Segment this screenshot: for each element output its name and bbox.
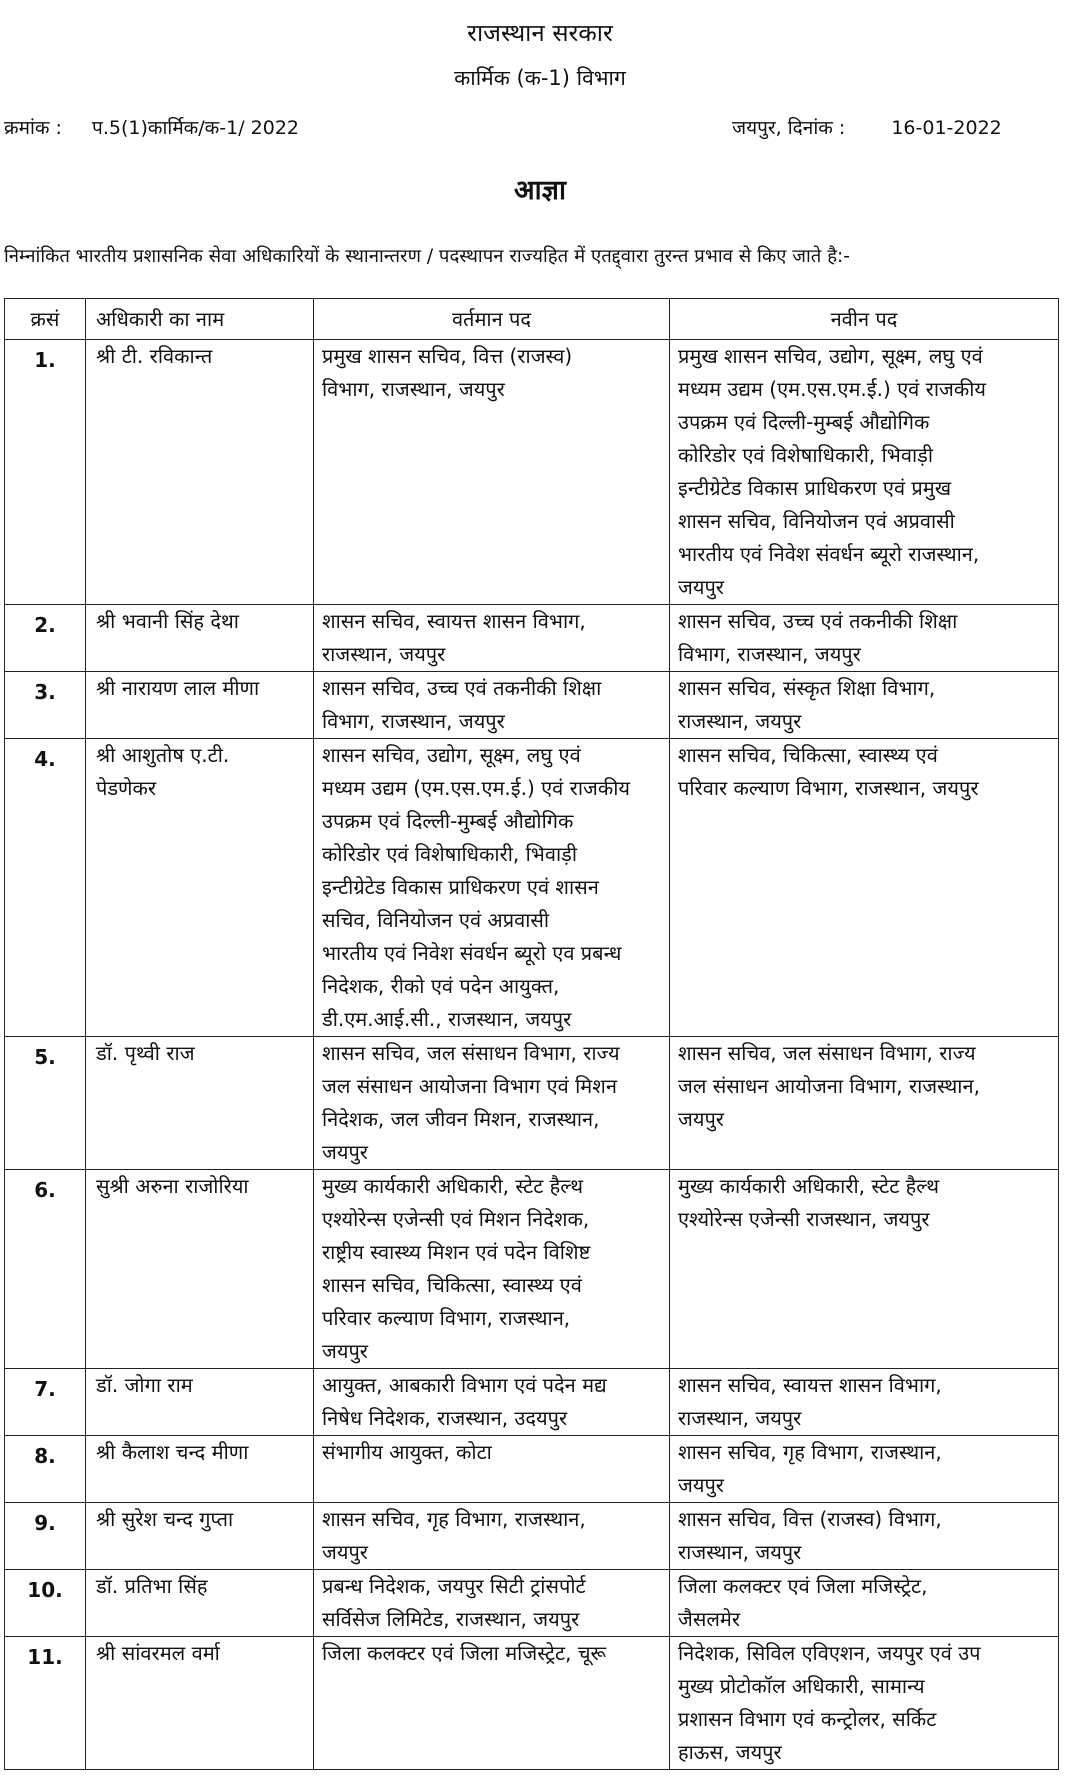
new-post-cell (670, 1037, 1059, 1170)
serial-cell: 2. (5, 605, 86, 672)
current-post-cell (314, 340, 670, 605)
table-row (5, 739, 1059, 1037)
new-post-cell (670, 1436, 1059, 1503)
place-date-label: जयपुर, दिनांक : (732, 117, 846, 139)
officer-name-cell-line: सुश्री अरुना राजोरिया (96, 1174, 249, 1198)
current-post-cell-line: जयपुर (322, 1540, 368, 1564)
new-post-cell (670, 1369, 1059, 1436)
current-post-cell-line: सर्विसेज लिमिटेड, राजस्थान, जयपुर (322, 1607, 580, 1631)
current-post-cell (314, 672, 670, 739)
table-row (5, 672, 1059, 739)
new-post-cell (670, 672, 1059, 739)
officer-name-cell (86, 1436, 314, 1503)
current-post-cell-line: सचिव, विनियोजन एवं अप्रवासी (322, 908, 550, 932)
new-post-cell-line: जैसलमेर (678, 1607, 741, 1631)
new-post-cell-line: राजस्थान, जयपुर (678, 1540, 802, 1564)
officer-name-cell-line: श्री नारायण लाल मीणा (96, 676, 260, 700)
current-post-cell-line: जल संसाधन आयोजना विभाग एवं मिशन (322, 1074, 617, 1098)
table-row (5, 1436, 1059, 1503)
current-post-cell-line: उपक्रम एवं दिल्ली-मुम्बई औद्योगिक (322, 809, 574, 833)
new-post-cell (670, 340, 1059, 605)
new-post-cell-line: शासन सचिव, विनियोजन एवं अप्रवासी (678, 509, 955, 533)
officer-name-cell-line: श्री कैलाश चन्द मीणा (96, 1440, 249, 1464)
new-post-cell-line: जयपुर (678, 1473, 724, 1497)
officer-name-cell (86, 1037, 314, 1170)
new-post-cell (670, 1170, 1059, 1369)
reference-line (4, 114, 299, 140)
current-post-cell-line: कोरिडोर एवं विशेषाधिकारी, भिवाड़ी (322, 842, 578, 866)
table-row (5, 340, 1059, 605)
new-post-cell-line: जल संसाधन आयोजना विभाग, राजस्थान, (678, 1074, 980, 1098)
officer-name-cell (86, 1369, 314, 1436)
officer-name-cell-line: डॉ. जोगा राम (96, 1373, 193, 1397)
new-post-cell-line: जिला कलक्टर एवं जिला मजिस्ट्रेट, (678, 1574, 928, 1598)
current-post-cell-line: इन्टीग्रेटेड विकास प्राधिकरण एवं शासन (322, 875, 599, 899)
new-post-cell-line: मुख्य प्रोटोकॉल अधिकारी, सामान्य (678, 1674, 925, 1698)
new-post-cell-line: शासन सचिव, वित्त (राजस्व) विभाग, (678, 1507, 942, 1531)
current-post-cell (314, 739, 670, 1037)
current-post-cell-line: शासन सचिव, गृह विभाग, राजस्थान, (322, 1507, 586, 1531)
current-post-cell-line: निदेशक, रीको एवं पदेन आयुक्त, (322, 974, 560, 998)
new-post-cell-line: शासन सचिव, गृह विभाग, राजस्थान, (678, 1440, 942, 1464)
current-post-cell-line: मुख्य कार्यकारी अधिकारी, स्टेट हैल्थ (322, 1174, 584, 1198)
current-post-cell-line: शासन सचिव, चिकित्सा, स्वास्थ्य एवं (322, 1273, 582, 1297)
new-post-cell (670, 605, 1059, 672)
officer-name-cell (86, 1503, 314, 1570)
department-heading: कार्मिक (क-1) विभाग (454, 66, 626, 90)
current-post-cell-line: जिला कलक्टर एवं जिला मजिस्ट्रेट, चूरू (322, 1641, 607, 1665)
officer-name-cell (86, 1170, 314, 1369)
new-post-cell-line: इन्टीग्रेटेड विकास प्राधिकरण एवं प्रमुख (678, 476, 952, 500)
new-post-cell (670, 1570, 1059, 1637)
place-date-line (732, 114, 1002, 140)
new-post-cell-line: राजस्थान, जयपुर (678, 1406, 802, 1430)
officer-name-cell-line: डॉ. प्रतिभा सिंह (96, 1574, 208, 1598)
current-post-cell-line: आयुक्त, आबकारी विभाग एवं पदेन मद्य (322, 1373, 607, 1397)
current-post-cell (314, 605, 670, 672)
new-post-cell (670, 1503, 1059, 1570)
current-post-cell (314, 1436, 670, 1503)
table-row (5, 1570, 1059, 1637)
header-new-post: नवीन पद (670, 299, 1059, 340)
new-post-cell-line: परिवार कल्याण विभाग, राजस्थान, जयपुर (678, 776, 979, 800)
new-post-cell-line: उपक्रम एवं दिल्ली-मुम्बई औद्योगिक (678, 410, 930, 434)
current-post-cell (314, 1503, 670, 1570)
current-post-cell (314, 1637, 670, 1770)
new-post-cell (670, 739, 1059, 1037)
current-post-cell (314, 1570, 670, 1637)
current-post-cell-line: परिवार कल्याण विभाग, राजस्थान, (322, 1306, 571, 1330)
new-post-cell-line: शासन सचिव, स्वायत्त शासन विभाग, (678, 1373, 942, 1397)
new-post-cell-line: जयपुर (678, 1107, 724, 1131)
officer-name-cell-line: श्री सांवरमल वर्मा (96, 1641, 220, 1665)
serial-cell: 10. (5, 1570, 86, 1637)
new-post-cell-line: हाऊस, जयपुर (678, 1740, 782, 1764)
reference-label: क्रमांक : (4, 117, 62, 139)
order-title: आज्ञा (514, 175, 566, 206)
new-post-cell-line: एश्योरेन्स एजेन्सी राजस्थान, जयपुर (678, 1207, 930, 1231)
officer-name-cell (86, 672, 314, 739)
table-header-row (5, 299, 1059, 340)
current-post-cell (314, 1369, 670, 1436)
current-post-cell-line: शासन सचिव, स्वायत्त शासन विभाग, (322, 609, 586, 633)
current-post-cell (314, 1170, 670, 1369)
table-row (5, 1170, 1059, 1369)
header-serial: क्रसं (5, 299, 86, 340)
new-post-cell-line: शासन सचिव, उच्च एवं तकनीकी शिक्षा (678, 609, 958, 633)
current-post-cell (314, 1037, 670, 1170)
officer-name-cell-line: श्री सुरेश चन्द गुप्ता (96, 1507, 234, 1531)
current-post-cell-line: प्रमुख शासन सचिव, वित्त (राजस्व) (322, 344, 573, 368)
current-post-cell-line: शासन सचिव, जल संसाधन विभाग, राज्य (322, 1041, 620, 1065)
header-officer-name: अधिकारी का नाम (86, 299, 314, 340)
new-post-cell-line: भारतीय एवं निवेश संवर्धन ब्यूरो राजस्थान, (678, 542, 980, 566)
officer-name-cell (86, 605, 314, 672)
current-post-cell-line: संभागीय आयुक्त, कोटा (322, 1440, 492, 1464)
order-date: 16-01-2022 (891, 117, 1002, 139)
new-post-cell-line: शासन सचिव, संस्कृत शिक्षा विभाग, (678, 676, 936, 700)
new-post-cell-line: प्रशासन विभाग एवं कन्ट्रोलर, सर्किट (678, 1707, 937, 1731)
new-post-cell-line: कोरिडोर एवं विशेषाधिकारी, भिवाड़ी (678, 443, 934, 467)
serial-cell: 9. (5, 1503, 86, 1570)
header-current-post: वर्तमान पद (314, 299, 670, 340)
new-post-cell-line: मुख्य कार्यकारी अधिकारी, स्टेट हैल्थ (678, 1174, 940, 1198)
table-row (5, 605, 1059, 672)
current-post-cell-line: जयपुर (322, 1339, 368, 1363)
new-post-cell-line: जयपुर (678, 575, 724, 599)
serial-cell: 5. (5, 1037, 86, 1170)
officer-name-cell (86, 739, 314, 1037)
reference-number: प.5(1)कार्मिक/क-1/ 2022 (92, 117, 300, 139)
current-post-cell-line: राजस्थान, जयपुर (322, 642, 446, 666)
table-row (5, 1503, 1059, 1570)
current-post-cell-line: मध्यम उद्यम (एम.एस.एम.ई.) एवं राजकीय (322, 776, 630, 800)
intro-paragraph: निम्नांकित भारतीय प्रशासनिक सेवा अधिकारियों के स्थानान्तरण / पदस्थापन राज्यहित में एतद्द्वारा तुरन्त प्रभाव से किए जाते है:- (4, 246, 850, 267)
current-post-cell-line: एश्योरेन्स एजेन्सी एवं मिशन निदेशक, (322, 1207, 590, 1231)
new-post-cell (670, 1637, 1059, 1770)
officer-name-cell-line: पेडणेकर (96, 776, 157, 800)
serial-cell: 6. (5, 1170, 86, 1369)
new-post-cell-line: विभाग, राजस्थान, जयपुर (678, 642, 861, 666)
current-post-cell-line: जयपुर (322, 1140, 368, 1164)
new-post-cell-line: मध्यम उद्यम (एम.एस.एम.ई.) एवं राजकीय (678, 377, 986, 401)
officer-name-cell-line: डॉ. पृथ्वी राज (96, 1041, 195, 1065)
new-post-cell-line: शासन सचिव, चिकित्सा, स्वास्थ्य एवं (678, 743, 938, 767)
table-row (5, 1037, 1059, 1170)
new-post-cell-line: प्रमुख शासन सचिव, उद्योग, सूक्ष्म, लघु एवं (678, 344, 983, 368)
current-post-cell-line: निदेशक, जल जीवन मिशन, राजस्थान, (322, 1107, 600, 1131)
table-row (5, 1369, 1059, 1436)
serial-cell: 11. (5, 1637, 86, 1770)
current-post-cell-line: शासन सचिव, उच्च एवं तकनीकी शिक्षा (322, 676, 602, 700)
transfer-table (4, 298, 1059, 1770)
current-post-cell-line: राष्ट्रीय स्वास्थ्य मिशन एवं पदेन विशिष्ट (322, 1240, 591, 1264)
serial-cell: 7. (5, 1369, 86, 1436)
officer-name-cell (86, 1570, 314, 1637)
current-post-cell-line: विभाग, राजस्थान, जयपुर (322, 377, 505, 401)
current-post-cell-line: भारतीय एवं निवेश संवर्धन ब्यूरो एव प्रबन्ध (322, 941, 622, 965)
current-post-cell-line: विभाग, राजस्थान, जयपुर (322, 709, 505, 733)
current-post-cell-line: प्रबन्ध निदेशक, जयपुर सिटी ट्रांसपोर्ट (322, 1574, 586, 1598)
serial-cell: 1. (5, 340, 86, 605)
serial-cell: 4. (5, 739, 86, 1037)
officer-name-cell-line: श्री आशुतोष ए.टी. (96, 743, 230, 767)
table-row (5, 1637, 1059, 1770)
government-heading: राजस्थान सरकार (467, 19, 613, 47)
serial-cell: 3. (5, 672, 86, 739)
table-body (5, 340, 1059, 1770)
new-post-cell-line: निदेशक, सिविल एविएशन, जयपुर एवं उप (678, 1641, 981, 1665)
current-post-cell-line: डी.एम.आई.सी., राजस्थान, जयपुर (322, 1007, 572, 1031)
serial-cell: 8. (5, 1436, 86, 1503)
new-post-cell-line: शासन सचिव, जल संसाधन विभाग, राज्य (678, 1041, 976, 1065)
officer-name-cell (86, 340, 314, 605)
officer-name-cell (86, 1637, 314, 1770)
new-post-cell-line: राजस्थान, जयपुर (678, 709, 802, 733)
current-post-cell-line: निषेध निदेशक, राजस्थान, उदयपुर (322, 1406, 568, 1430)
officer-name-cell-line: श्री टी. रविकान्त (96, 344, 213, 368)
officer-name-cell-line: श्री भवानी सिंह देथा (96, 609, 239, 633)
current-post-cell-line: शासन सचिव, उद्योग, सूक्ष्म, लघु एवं (322, 743, 581, 767)
